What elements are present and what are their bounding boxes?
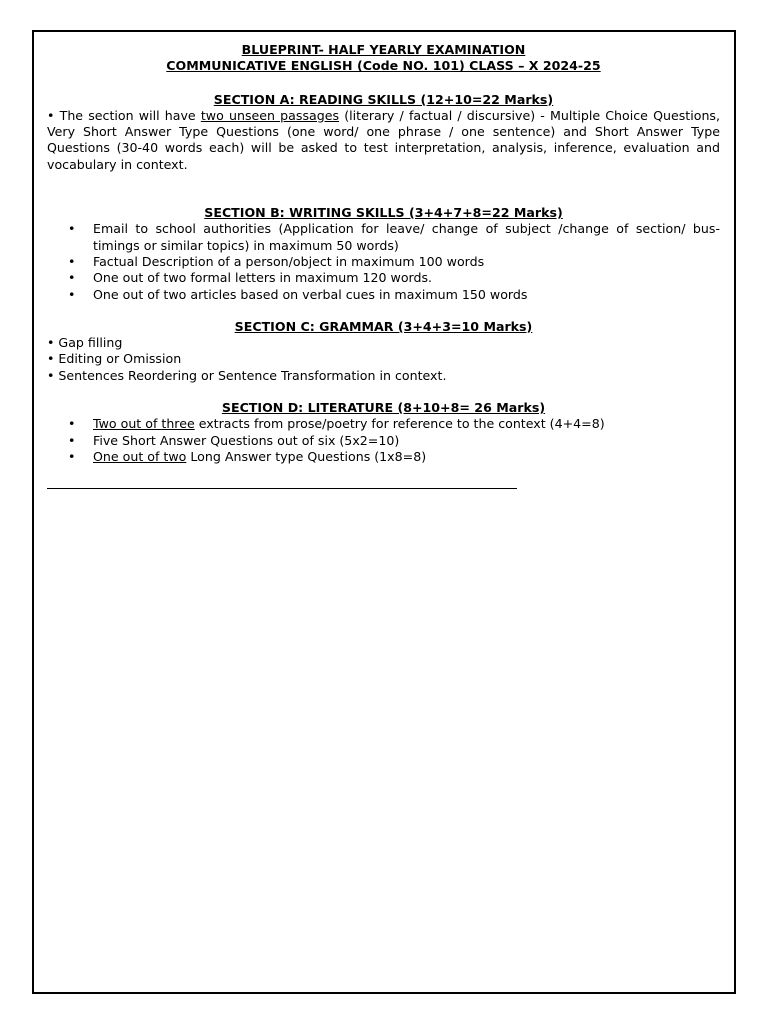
document-subtitle: COMMUNICATIVE ENGLISH (Code NO. 101) CLASS – X 2024-25 xyxy=(166,58,601,74)
document-title: BLUEPRINT- HALF YEARLY EXAMINATION xyxy=(241,42,526,57)
document-content xyxy=(47,42,720,489)
section-d-heading: SECTION D: LITERATURE (8+10+8= 26 Marks) xyxy=(221,400,546,416)
bullet-icon: • xyxy=(68,448,76,464)
list-item: • One out of two articles based on verbal cues in maximum 150 words xyxy=(68,286,528,302)
bullet-icon: • xyxy=(68,286,76,302)
list-item: • Two out of three extracts from prose/poetry for reference to the context (4+4=8) xyxy=(68,416,605,432)
bullet-icon: • xyxy=(68,270,76,286)
section-a-description xyxy=(47,108,720,173)
list-item: • Factual Description of a person/object in maximum 100 words xyxy=(68,253,485,269)
section-b-heading: SECTION B: WRITING SKILLS (3+4+7+8=22 Marks) xyxy=(204,205,563,221)
section-d-list xyxy=(47,416,720,465)
bullet-icon: • xyxy=(68,416,76,432)
bullet-icon: • xyxy=(68,432,76,448)
list-item: • Gap filling xyxy=(47,335,123,351)
bullet-icon: • xyxy=(68,253,76,269)
bullet-icon: • xyxy=(68,221,76,237)
section-a-underlined-text: two unseen passages xyxy=(200,107,340,123)
list-item: • Editing or Omission xyxy=(47,351,182,367)
section-a-heading: SECTION A: READING SKILLS (12+10=22 Marks) xyxy=(213,91,554,107)
list-item: • Sentences Reordering or Sentence Transformation in context. xyxy=(47,367,447,383)
underlined-text: Two out of three xyxy=(93,416,195,432)
list-item: • One out of two Long Answer type Questions (1x8=8) xyxy=(68,448,427,464)
section-a-text-after: (literary / factual / discursive) - Multiple Choice Questions, Very Short Answer Type Questions (one word/ one phrase / one sentence) and Short Answer Type Questions (30-40 words each) will be asked to test interpretation, analysis, inference, evaluation and vocabulary in context. xyxy=(47,107,720,172)
section-a-bullet: • xyxy=(47,107,55,123)
underlined-text: One out of two xyxy=(93,448,187,464)
list-item: • Five Short Answer Questions out of six (5x2=10) xyxy=(68,432,400,448)
section-b-list xyxy=(47,221,720,302)
list-item: • Email to school authorities (Application for leave/ change of subject /change of section/ bus-timings or similar topics) in maximum 50 words) xyxy=(68,221,720,253)
section-c-heading: SECTION C: GRAMMAR (3+4+3=10 Marks) xyxy=(234,318,533,334)
section-a-text-before: The section will have xyxy=(54,107,201,123)
horizontal-rule xyxy=(47,488,517,489)
list-item: • One out of two formal letters in maximum 120 words. xyxy=(68,270,433,286)
